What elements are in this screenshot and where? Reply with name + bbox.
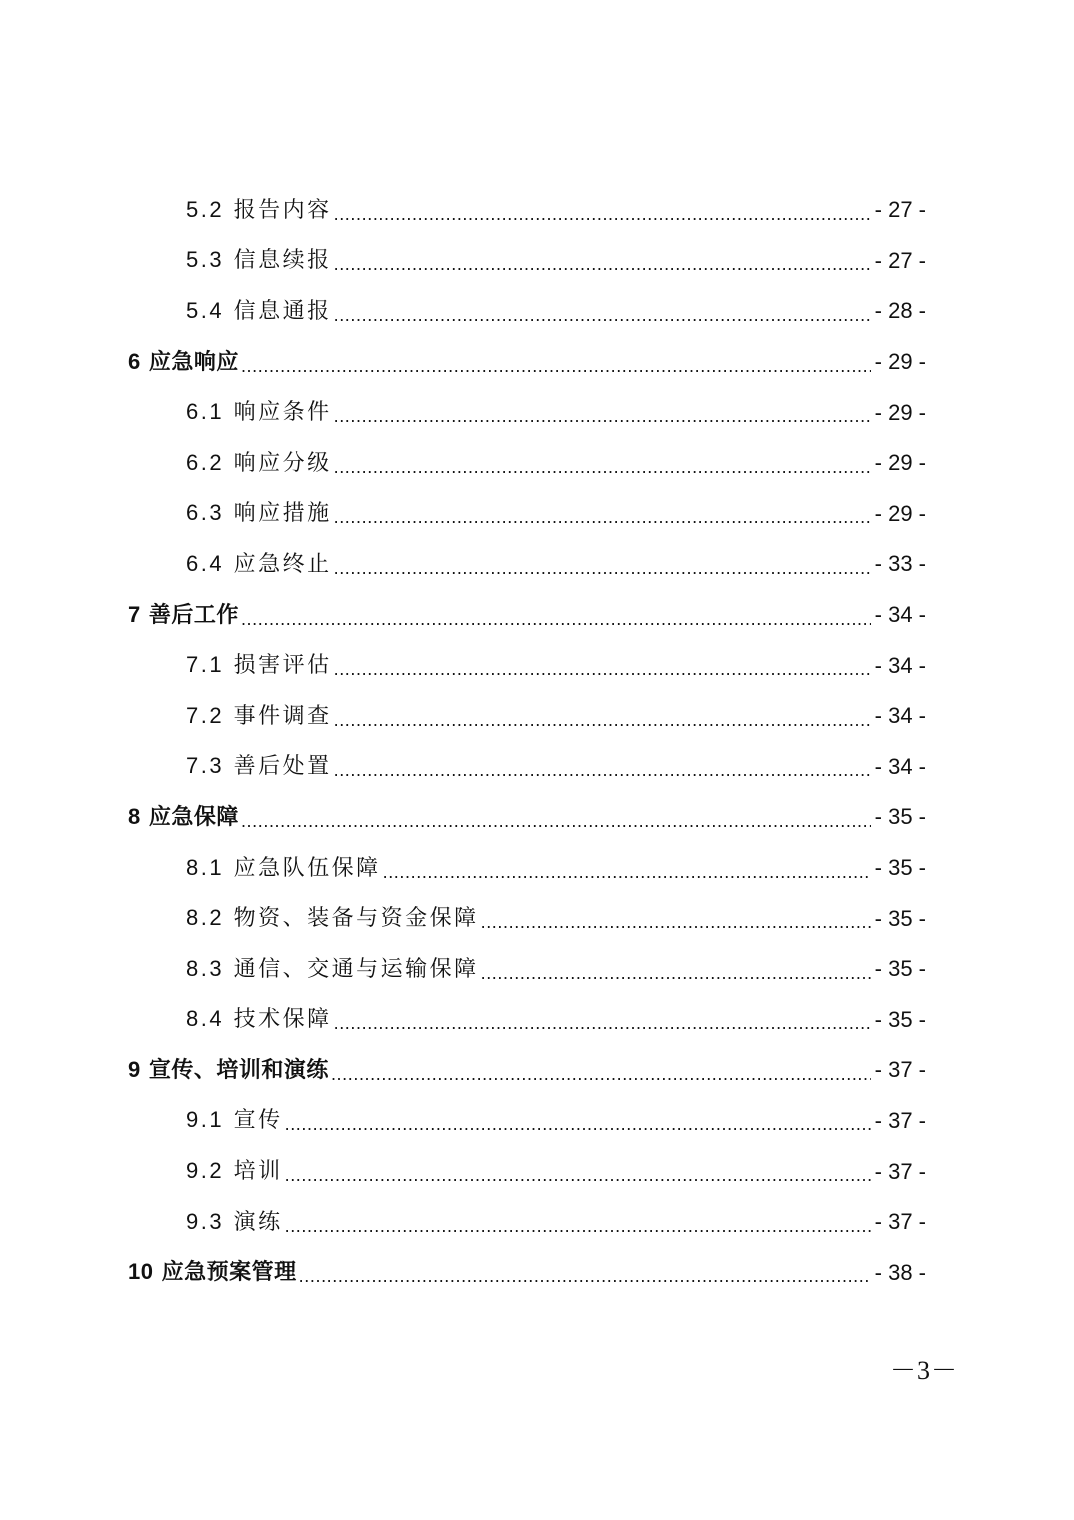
toc-entry-number: 7.3 (186, 753, 225, 779)
toc-entry-page: - 29 - (874, 500, 926, 526)
toc-dot-leader (241, 340, 871, 391)
toc-entry-title (186, 235, 332, 286)
toc-entry-title (186, 488, 332, 539)
toc-entry-number: 9.2 (186, 1158, 225, 1184)
toc-entry-title (186, 944, 479, 995)
toc-entry-title (186, 691, 332, 742)
toc-entry-text: 宣传、培训和演练 (148, 1057, 329, 1083)
toc-dot-leader (334, 289, 871, 340)
toc-dot-leader (334, 441, 871, 492)
toc-section-entry[interactable] (0, 1197, 1074, 1248)
toc-section-entry[interactable] (0, 742, 1074, 793)
toc-dot-leader (334, 542, 871, 593)
toc-section-entry[interactable] (0, 185, 1074, 236)
toc-entry-page: - 35 - (874, 855, 926, 881)
toc-entry-page: - 29 - (874, 399, 926, 425)
toc-entry-text: 善后处置 (233, 754, 332, 780)
toc-entry-text: 技术保障 (233, 1007, 332, 1033)
toc-entry-page: - 37 - (874, 1107, 926, 1133)
toc-entry-title (128, 1045, 329, 1096)
toc-section-entry[interactable] (0, 1146, 1074, 1197)
toc-chapter-entry[interactable] (0, 590, 1074, 641)
toc-entry-text: 应急响应 (148, 349, 239, 375)
toc-entry-title (128, 337, 239, 388)
toc-section-entry[interactable] (0, 843, 1074, 894)
toc-entry-text: 应急队伍保障 (233, 855, 381, 881)
toc-entry-page: - 33 - (874, 551, 926, 577)
toc-dot-leader (334, 390, 871, 441)
toc-dot-leader (334, 744, 871, 795)
toc-dot-leader (334, 491, 871, 542)
toc-entry-text: 响应分级 (233, 450, 332, 476)
toc-entry-text: 培训 (233, 1159, 283, 1185)
toc-entry-page: - 37 - (874, 1158, 926, 1184)
toc-chapter-entry[interactable] (0, 1045, 1074, 1096)
toc-entry-number: 7.1 (186, 652, 225, 678)
toc-entry-page: - 34 - (874, 753, 926, 779)
toc-entry-page: - 35 - (874, 1006, 926, 1032)
toc-entry-number: 7 (128, 601, 141, 627)
toc-entry-number: 5.3 (186, 247, 225, 273)
toc-dot-leader (331, 1048, 871, 1099)
toc-entry-page: - 35 - (874, 956, 926, 982)
toc-entry-text: 演练 (233, 1209, 283, 1235)
toc-entry-number: 6.1 (186, 399, 225, 425)
toc-entry-title (186, 640, 332, 691)
toc-entry-page: - 34 - (874, 602, 926, 628)
toc-entry-title (128, 590, 239, 641)
toc-entry-text: 应急保障 (148, 804, 239, 830)
table-of-contents (0, 185, 1074, 1298)
toc-entry-title (186, 286, 332, 337)
toc-entry-text: 响应条件 (233, 400, 332, 426)
toc-entry-text: 物资、装备与资金保障 (233, 906, 479, 932)
toc-chapter-entry[interactable] (0, 337, 1074, 388)
toc-entry-page: - 37 - (874, 1057, 926, 1083)
toc-entry-page: - 38 - (874, 1259, 926, 1285)
toc-dot-leader (299, 1250, 871, 1301)
toc-entry-number: 9 (128, 1056, 141, 1082)
toc-entry-page: - 35 - (874, 905, 926, 931)
toc-entry-text: 宣传 (233, 1108, 283, 1134)
toc-entry-number: 10 (128, 1259, 154, 1285)
toc-entry-text: 善后工作 (148, 602, 239, 628)
toc-section-entry[interactable] (0, 893, 1074, 944)
toc-entry-page: - 29 - (874, 349, 926, 375)
toc-entry-title (186, 185, 332, 236)
toc-entry-title (186, 994, 332, 1045)
toc-entry-page: - 34 - (874, 703, 926, 729)
toc-section-entry[interactable] (0, 286, 1074, 337)
toc-entry-title (128, 1247, 297, 1298)
toc-section-entry[interactable] (0, 995, 1074, 1046)
toc-section-entry[interactable] (0, 236, 1074, 287)
toc-entry-title (186, 539, 332, 590)
toc-entry-title (128, 792, 239, 843)
toc-entry-number: 6 (128, 348, 141, 374)
toc-entry-text: 损害评估 (233, 653, 332, 679)
toc-entry-number: 9.1 (186, 1107, 225, 1133)
toc-dot-leader (334, 997, 871, 1048)
toc-entry-title (186, 1197, 283, 1248)
toc-entry-text: 应急预案管理 (161, 1260, 297, 1286)
toc-entry-title (186, 438, 332, 489)
toc-entry-page: - 35 - (874, 804, 926, 830)
toc-entry-title (186, 1146, 283, 1197)
toc-entry-page: - 28 - (874, 298, 926, 324)
toc-chapter-entry[interactable] (0, 1247, 1074, 1298)
toc-dot-leader (285, 1098, 871, 1149)
toc-entry-title (186, 1095, 283, 1146)
toc-chapter-entry[interactable] (0, 792, 1074, 843)
toc-entry-page: - 34 - (874, 652, 926, 678)
toc-dot-leader (241, 593, 871, 644)
toc-entry-title (186, 893, 479, 944)
toc-entry-number: 8.3 (186, 955, 225, 981)
toc-entry-number: 8.2 (186, 905, 225, 931)
toc-entry-text: 响应措施 (233, 501, 332, 527)
toc-dot-leader (481, 896, 871, 947)
toc-entry-text: 事件调查 (233, 703, 332, 729)
toc-entry-text: 信息通报 (233, 298, 332, 324)
toc-entry-title (186, 387, 332, 438)
toc-entry-number: 6.4 (186, 550, 225, 576)
toc-dot-leader (334, 188, 871, 239)
toc-dot-leader (285, 1149, 871, 1200)
toc-entry-text: 应急终止 (233, 551, 332, 577)
toc-section-entry[interactable] (0, 944, 1074, 995)
toc-section-entry[interactable] (0, 387, 1074, 438)
toc-dot-leader (285, 1200, 871, 1251)
toc-entry-text: 通信、交通与运输保障 (233, 956, 479, 982)
toc-entry-number: 8.4 (186, 1006, 225, 1032)
toc-dot-leader (334, 643, 871, 694)
toc-section-entry[interactable] (0, 539, 1074, 590)
toc-entry-title (186, 741, 332, 792)
toc-entry-page: - 37 - (874, 1209, 926, 1235)
toc-entry-number: 7.2 (186, 702, 225, 728)
toc-dot-leader (334, 694, 871, 745)
toc-section-entry[interactable] (0, 1096, 1074, 1147)
toc-dot-leader (481, 947, 871, 998)
toc-dot-leader (383, 846, 871, 897)
toc-entry-text: 信息续报 (233, 248, 332, 274)
toc-entry-title (186, 843, 381, 894)
toc-entry-number: 9.3 (186, 1208, 225, 1234)
toc-entry-number: 8.1 (186, 854, 225, 880)
toc-entry-page: - 27 - (874, 197, 926, 223)
toc-section-entry[interactable] (0, 438, 1074, 489)
toc-entry-page: - 27 - (874, 247, 926, 273)
toc-entry-number: 6.2 (186, 449, 225, 475)
toc-entry-text: 报告内容 (233, 197, 332, 223)
toc-section-entry[interactable] (0, 489, 1074, 540)
toc-dot-leader (241, 795, 871, 846)
toc-entry-number: 6.3 (186, 500, 225, 526)
toc-section-entry[interactable] (0, 691, 1074, 742)
toc-dot-leader (334, 238, 871, 289)
page-number: －3－ (890, 1356, 959, 1385)
toc-entry-number: 8 (128, 803, 141, 829)
toc-entry-number: 5.4 (186, 297, 225, 323)
toc-entry-page: - 29 - (874, 450, 926, 476)
toc-section-entry[interactable] (0, 640, 1074, 691)
toc-entry-number: 5.2 (186, 196, 225, 222)
